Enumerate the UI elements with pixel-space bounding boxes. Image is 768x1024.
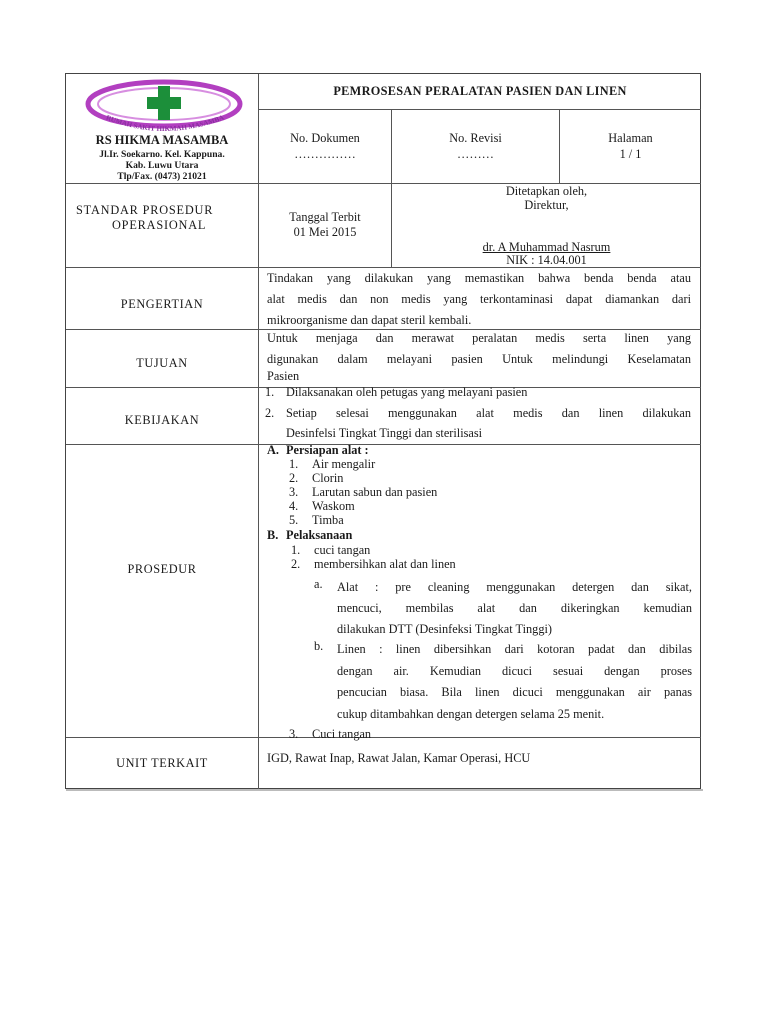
hospital-logo	[80, 78, 248, 136]
pengertian-text	[267, 268, 691, 331]
hospital-header	[66, 74, 258, 183]
list-item: Waskom	[312, 499, 355, 513]
sop-label: OPERASIONAL	[112, 218, 207, 232]
sub-item-a	[337, 577, 692, 640]
page-value: 1 / 1	[619, 147, 642, 161]
text-line: Linen : linen dibersihkan dari kotoran padat dan dibilas	[337, 642, 692, 656]
column-divider	[258, 74, 259, 790]
row-divider	[258, 109, 701, 110]
column-divider	[559, 109, 560, 183]
list-item: Air mengalir	[312, 457, 376, 471]
text-line: Untuk menjaga dan merawat peralatan medis serta linen yang	[267, 331, 691, 345]
subsection-title: Persiapan alat :	[286, 443, 369, 457]
list-number: 1.	[265, 385, 275, 399]
text-line: Tindakan yang dilakukan yang memastikan bahwa benda benda atau	[267, 271, 691, 285]
tujuan-text	[267, 328, 691, 382]
list-letter: A.	[267, 443, 279, 457]
list-number: 2.	[265, 406, 275, 420]
list-number: 3.	[289, 727, 299, 741]
list-letter: B.	[267, 528, 279, 542]
section-label-kebijakan: KEBIJAKAN	[124, 413, 200, 427]
row-divider	[66, 737, 701, 738]
approval-cell	[392, 183, 701, 267]
director-name: dr. A Muhammad Nasrum	[482, 240, 611, 254]
logo-lettering: RUMAH SAKIT HIKMAH MASAMBA	[104, 113, 226, 134]
doc-number-label: No. Dokumen	[290, 131, 360, 145]
page-label: Halaman	[608, 131, 653, 145]
list-number: 2.	[291, 557, 301, 571]
list-number: 4.	[289, 499, 299, 513]
list-item: Dilaksanakan oleh petugas yang melayani pasien	[286, 385, 528, 399]
issued-date: 01 Mei 2015	[293, 225, 357, 239]
list-number: 1.	[289, 457, 299, 471]
approver-position: Direktur,	[524, 198, 569, 212]
list-item-continuation: Desinfelsi Tingkat Tinggi dan sterilisasi	[286, 426, 483, 440]
director-nik: NIK : 14.04.001	[506, 253, 587, 267]
section-label-pengertian: PENGERTIAN	[120, 297, 204, 311]
document-title: PEMROSESAN PERALATAN PASIEN DAN LINEN	[333, 84, 627, 98]
list-letter: b.	[314, 639, 324, 653]
revision-label: No. Revisi	[449, 131, 502, 145]
address-line: Jl.Ir. Soekarno. Kel. Kappuna.	[99, 149, 225, 160]
sop-document	[65, 73, 701, 789]
hospital-name: RS HIKMA MASAMBA	[95, 133, 229, 147]
list-number: 2.	[289, 471, 299, 485]
doc-number-value: ……………	[294, 147, 356, 161]
list-number: 1.	[291, 543, 301, 557]
text-line: dengan air. Kemudian dicuci sesuai dengan proses	[337, 663, 692, 678]
list-item: cuci tangan	[314, 543, 371, 557]
prosedur-content	[267, 443, 695, 741]
text-line: pencucian biasa. Bila linen dicuci menggunakan air panas	[337, 685, 692, 699]
text-line: dilakukan DTT (Desinfeksi Tingkat Tinggi)	[337, 622, 552, 636]
address-line: Kab. Luwu Utara	[125, 160, 199, 171]
sop-label-cell	[66, 183, 258, 267]
text-line: mencuci, membilas alat dan dikeringkan kemudian	[337, 601, 692, 615]
list-item: Timba	[312, 513, 344, 527]
text-line: mikroorganisme dan dapat steril kembali.	[267, 313, 472, 327]
text-line: Alat : pre cleaning menggunakan detergen dan sikat,	[337, 580, 692, 594]
phone-line: Tlp/Fax. (0473) 21021	[117, 171, 207, 182]
section-label-tujuan: TUJUAN	[136, 356, 188, 370]
sub-item-b	[337, 639, 692, 725]
medical-cross-icon	[147, 86, 181, 120]
list-item: membersihkan alat dan linen	[314, 557, 456, 571]
kebijakan-list	[265, 385, 693, 443]
sop-label: STANDAR PROSEDUR	[76, 203, 214, 217]
approved-by: Ditetapkan oleh,	[505, 184, 588, 198]
list-item: Larutan sabun dan pasien	[312, 485, 438, 499]
issued-label: Tanggal Terbit	[289, 210, 361, 224]
list-letter: a.	[314, 577, 323, 591]
text-line: Pasien	[267, 369, 300, 383]
text-line: alat medis dan non medis yang terkontaminasi dapat diamankan dari	[267, 292, 691, 306]
section-label-prosedur: PROSEDUR	[127, 562, 197, 576]
list-number: 3.	[289, 485, 299, 499]
list-item: Cuci tangan	[312, 727, 372, 741]
subsection-title: Pelaksanaan	[286, 528, 353, 542]
unit-value: IGD, Rawat Inap, Rawat Jalan, Kamar Operasi, HCU	[267, 751, 531, 765]
list-item: Clorin	[312, 471, 344, 485]
list-number: 5.	[289, 513, 299, 527]
revision-value: ………	[457, 147, 494, 161]
text-line: digunakan dalam melayani pasien Untuk melindungi Keselamatan	[267, 352, 691, 366]
section-label-unit: UNIT TERKAIT	[116, 756, 208, 770]
list-item: Setiap selesai menggunakan alat medis dan linen dilakukan	[286, 406, 691, 420]
text-line: cukup ditambahkan dengan detergen selama 25 menit.	[337, 706, 605, 721]
